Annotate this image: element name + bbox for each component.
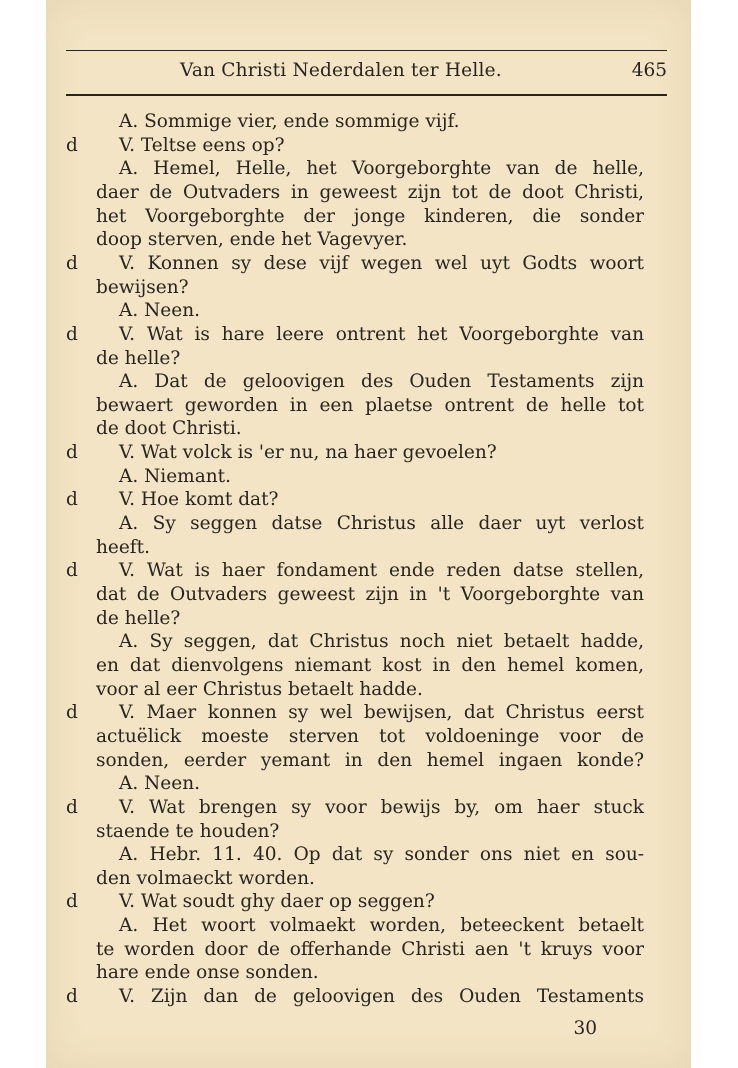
text-line — [46, 441, 691, 465]
line-text: A. Het woort volmaekt worden, beteeckent betaelt — [119, 915, 644, 937]
text-line — [46, 725, 691, 749]
line-text: V. Wat is hare leere ontrent het Voorgeborghte van — [119, 323, 644, 345]
text-line — [46, 134, 691, 158]
line-text: V. Zijn dan de geloovigen des Ouden Testaments — [119, 986, 644, 1008]
line-text: dat de Outvaders geweest zijn in 't Voorgeborghte van — [96, 584, 644, 605]
text-line — [46, 607, 691, 631]
margin-marker: d — [66, 796, 78, 818]
header-rule-top — [66, 50, 667, 51]
margin-marker: d — [66, 702, 78, 724]
text-line — [46, 181, 691, 205]
text-line — [46, 276, 691, 300]
line-text: hare ende onse sonden. — [96, 962, 319, 984]
text-line — [46, 536, 691, 560]
header-rule-bottom — [66, 94, 667, 96]
text-line — [46, 559, 691, 583]
text-line — [46, 347, 691, 371]
line-text: voor al eer Christus betaelt hadde. — [96, 678, 423, 700]
line-text: heeft. — [96, 536, 150, 558]
line-text: A. Sy seggen datse Christus alle daer uyt verlost — [119, 513, 644, 535]
line-text: bewijsen? — [96, 276, 189, 298]
text-line — [46, 512, 691, 536]
text-line — [46, 796, 691, 820]
line-text: het Voorgeborghte der jonge kinderen, die sonder — [96, 205, 644, 227]
page-header — [66, 60, 667, 88]
line-text: de helle? — [96, 607, 181, 629]
line-text: A. Sommige vier, ende sommige vijf. — [119, 111, 460, 132]
text-line — [46, 820, 691, 844]
text-line — [46, 654, 691, 678]
text-line — [46, 961, 691, 985]
text-line — [46, 843, 691, 867]
line-text: bewaert geworden in een plaetse ontrent de helle tot — [96, 394, 644, 416]
line-text: de doot Christi. — [96, 418, 242, 440]
text-line — [46, 323, 691, 347]
text-line — [46, 157, 691, 181]
running-title: Van Christi Nederdalen ter Helle. — [180, 60, 502, 81]
text-line — [46, 772, 691, 796]
text-line — [46, 701, 691, 725]
text-line — [46, 228, 691, 252]
book-page — [46, 0, 691, 1068]
line-text: de helle? — [96, 347, 181, 369]
margin-marker: d — [66, 891, 78, 913]
text-line — [46, 394, 691, 418]
line-text: A. Niemant. — [119, 465, 231, 487]
line-text: A. Neen. — [119, 300, 201, 322]
margin-marker: d — [66, 489, 78, 511]
text-line — [46, 985, 691, 1009]
margin-marker: d — [66, 560, 78, 582]
line-text: A. Dat de geloovigen des Ouden Testaments zijn — [119, 371, 644, 393]
line-text: V. Wat brengen sy voor bewijs by, om haer stuck — [119, 796, 644, 818]
line-text: en dat dienvolgens niemant kost in den hemel komen, — [96, 654, 644, 676]
text-line — [46, 867, 691, 891]
line-text: doop sterven, ende het Vagevyer. — [96, 229, 408, 251]
line-text: V. Teltse eens op? — [119, 134, 285, 156]
line-text: A. Sy seggen, dat Christus noch niet betaelt hadde, — [119, 631, 644, 653]
line-text: V. Wat is haer fondament ende reden datse stellen, — [119, 560, 644, 582]
text-line — [46, 205, 691, 229]
line-text: A. Neen. — [119, 773, 201, 795]
line-text: V. Wat volck is 'er nu, na haer gevoelen? — [119, 442, 497, 464]
text-line — [46, 583, 691, 607]
line-text: A. Hemel, Helle, het Voorgeborghte van de helle, — [119, 158, 644, 180]
text-line — [46, 252, 691, 276]
line-text: actuëlick moeste sterven tot voldoeninge voor de — [96, 725, 644, 747]
line-text: den volmaeckt worden. — [96, 867, 315, 889]
text-line — [46, 914, 691, 938]
line-text: V. Hoe komt dat? — [119, 489, 279, 511]
line-text: V. Wat soudt ghy daer op seggen? — [119, 891, 435, 913]
line-text: V. Konnen sy dese vijf wegen wel uyt Godts woort — [119, 252, 644, 274]
text-line — [46, 465, 691, 489]
margin-marker: d — [66, 134, 78, 156]
text-line — [46, 488, 691, 512]
text-line — [46, 630, 691, 654]
text-line — [46, 890, 691, 914]
text-line — [46, 110, 691, 134]
text-line — [46, 299, 691, 323]
line-text: staende te houden? — [96, 820, 280, 842]
line-text: V. Maer konnen sy wel bewijsen, dat Christus eerst — [119, 702, 644, 724]
margin-marker: d — [66, 252, 78, 274]
text-line — [46, 938, 691, 962]
line-text: sonden, eerder yemant in den hemel ingaen konde? — [96, 749, 644, 771]
line-text: daer de Outvaders in geweest zijn tot de doot Christi, — [96, 181, 644, 203]
signature-mark: 30 — [573, 1018, 597, 1039]
text-line — [46, 749, 691, 773]
margin-marker: d — [66, 986, 78, 1008]
line-text: te worden door de offerhande Christi aen 't kruys voor — [96, 938, 644, 960]
line-text: A. Hebr. 11. 40. Op dat sy sonder ons niet en sou- — [119, 844, 644, 866]
page-number: 465 — [631, 60, 667, 81]
text-line — [46, 678, 691, 702]
margin-marker: d — [66, 442, 78, 464]
text-line — [46, 370, 691, 394]
margin-marker: d — [66, 323, 78, 345]
text-line — [46, 417, 691, 441]
